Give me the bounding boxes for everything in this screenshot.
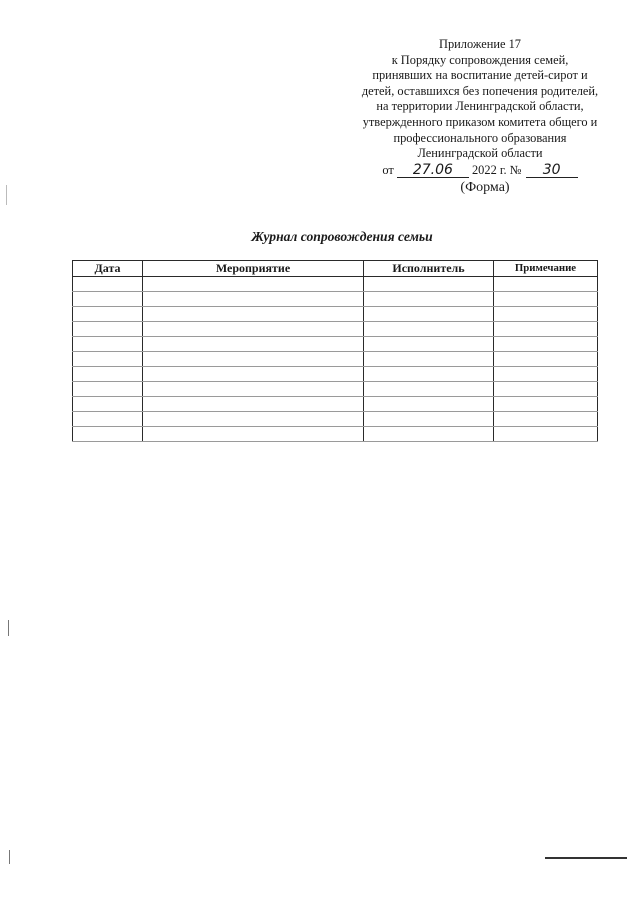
- cell-executor: [364, 397, 494, 412]
- cell-note: [494, 427, 598, 442]
- cell-date: [73, 412, 143, 427]
- cell-event: [143, 307, 364, 322]
- cell-note: [494, 412, 598, 427]
- cell-date: [73, 277, 143, 292]
- table-header-row: [73, 261, 598, 277]
- cell-note: [494, 277, 598, 292]
- header-date: Дата: [73, 261, 143, 277]
- table-row: [73, 322, 598, 337]
- cell-event: [143, 427, 364, 442]
- cell-date: [73, 397, 143, 412]
- table-row: [73, 337, 598, 352]
- cell-date: [73, 427, 143, 442]
- journal-table: [72, 260, 598, 442]
- cell-event: [143, 382, 364, 397]
- cell-executor: [364, 277, 494, 292]
- order-date-line: [352, 163, 608, 179]
- cell-executor: [364, 412, 494, 427]
- cell-note: [494, 397, 598, 412]
- appendix-line: к Порядку сопровождения семей,: [391, 52, 569, 67]
- cell-date: [73, 367, 143, 382]
- cell-executor: [364, 367, 494, 382]
- scan-edge-line: [545, 857, 627, 859]
- handwritten-order-number: 30: [526, 163, 578, 178]
- appendix-line: утвержденного приказом комитета общего и: [362, 114, 598, 129]
- scan-speck: [8, 620, 9, 636]
- cell-note: [494, 352, 598, 367]
- cell-event: [143, 412, 364, 427]
- appendix-line: на территории Ленинградской области,: [376, 99, 584, 114]
- table-row: [73, 397, 598, 412]
- table-row: [73, 307, 598, 322]
- cell-event: [143, 292, 364, 307]
- cell-date: [73, 322, 143, 337]
- cell-event: [143, 367, 364, 382]
- cell-note: [494, 337, 598, 352]
- table-row: [73, 427, 598, 442]
- cell-note: [494, 292, 598, 307]
- cell-date: [73, 352, 143, 367]
- appendix-line: профессионального образования: [393, 130, 567, 145]
- form-label: (Форма): [460, 180, 510, 195]
- cell-date: [73, 292, 143, 307]
- date-year: 2022 г. №: [471, 162, 522, 177]
- cell-note: [494, 382, 598, 397]
- cell-note: [494, 322, 598, 337]
- table-row: [73, 352, 598, 367]
- table-row: [73, 292, 598, 307]
- appendix-line: Ленинградской области: [417, 146, 543, 161]
- table-row: [73, 367, 598, 382]
- cell-event: [143, 322, 364, 337]
- cell-event: [143, 337, 364, 352]
- cell-executor: [364, 427, 494, 442]
- cell-executor: [364, 307, 494, 322]
- cell-date: [73, 382, 143, 397]
- appendix-block: [352, 37, 608, 178]
- table-row: [73, 382, 598, 397]
- date-prefix: от: [382, 162, 394, 177]
- cell-note: [494, 367, 598, 382]
- cell-date: [73, 337, 143, 352]
- cell-event: [143, 277, 364, 292]
- cell-executor: [364, 322, 494, 337]
- scan-speck: [9, 850, 10, 864]
- cell-executor: [364, 382, 494, 397]
- cell-event: [143, 397, 364, 412]
- header-event: Мероприятие: [143, 261, 364, 277]
- scan-speck: [6, 185, 7, 205]
- table-row: [73, 412, 598, 427]
- table-row: [73, 277, 598, 292]
- cell-event: [143, 352, 364, 367]
- handwritten-date: 27.06: [397, 163, 469, 178]
- appendix-line: принявших на воспитание детей-сирот и: [372, 68, 588, 83]
- header-executor: Исполнитель: [364, 261, 494, 277]
- document-title: Журнал сопровождения семьи: [251, 229, 433, 244]
- header-note: Примечание: [494, 261, 598, 277]
- journal-body: [73, 277, 598, 442]
- cell-executor: [364, 292, 494, 307]
- appendix-line: детей, оставшихся без попечения родителей,: [361, 83, 599, 98]
- cell-date: [73, 307, 143, 322]
- appendix-line: Приложение 17: [439, 37, 521, 51]
- cell-executor: [364, 352, 494, 367]
- cell-note: [494, 307, 598, 322]
- cell-executor: [364, 337, 494, 352]
